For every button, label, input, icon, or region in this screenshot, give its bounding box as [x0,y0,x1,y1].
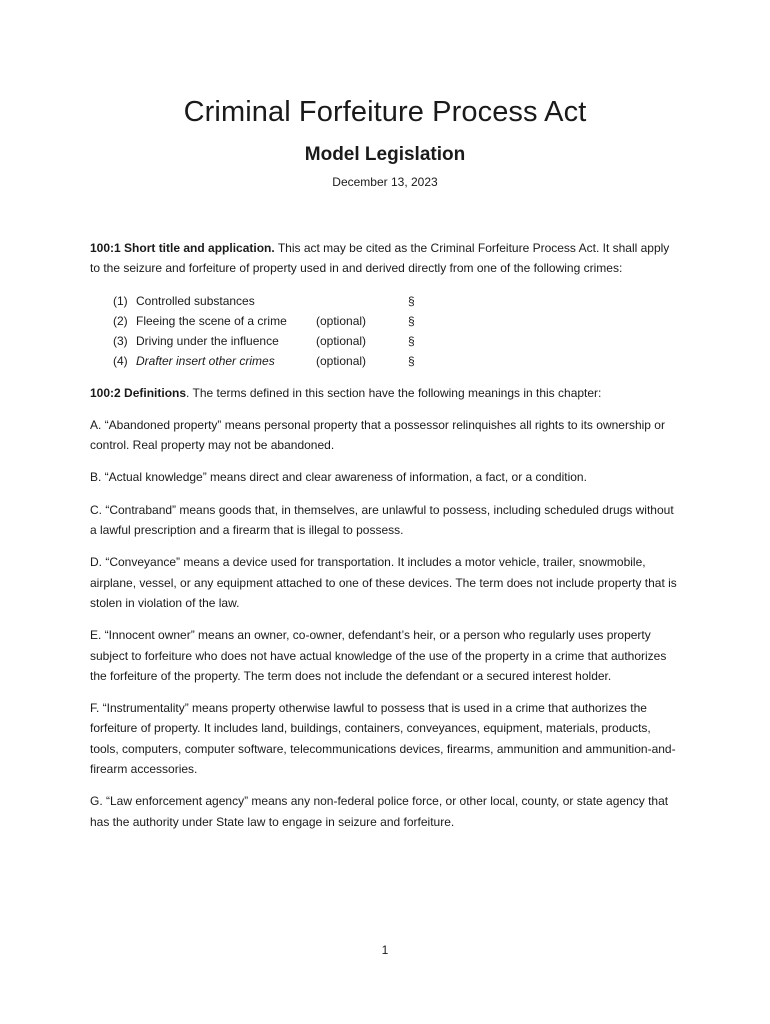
definition-a: A. “Abandoned property” means personal property that a possessor relinquishes all rights to its ownership or control. Real property may not be abandoned. [90,417,665,453]
list-item-number: (2) [113,313,128,328]
list-item-section-symbol: § [408,313,415,328]
section-heading: 100:2 Definitions [90,385,187,400]
list-item-section-symbol: § [408,353,415,368]
definition-g: G. “Law enforcement agency” means any non-federal police force, or other local, county, or state agency that has the authority under State law to engage in seizure and forfeiture. [90,794,669,829]
list-item-optional: (optional) [316,313,367,328]
list-item-section-symbol: § [408,293,415,308]
section-heading: 100:1 Short title and application. [90,241,275,255]
list-item-name: Controlled substances [136,293,255,308]
list-item [113,291,682,311]
section-text: . The terms defined in this section have the following meanings in this chapter: [186,385,602,400]
list-item-name: Driving under the influence [136,333,279,348]
list-item-name: Drafter insert other crimes [136,353,275,368]
definition-d: D. “Conveyance” means a device used for transportation. It includes a motor vehicle, trailer, snowmobile, airplane, vessel, or any equipment attached to one of these devices. The term does not include property that is stolen in violation of the law. [90,555,677,610]
definition-e: E. “Innocent owner” means an owner, co-owner, defendant’s heir, or a person who regularly uses property subject to forfeiture who does not have actual knowledge of the use of the property in a crime that authorizes the forfeiture of the property. The term does not include the defendant or a secured interest holder. [90,628,667,683]
list-item-name: Fleeing the scene of a crime [136,313,287,328]
definition-c: C. “Contraband” means goods that, in themselves, are unlawful to possess, including scheduled drugs without a lawful prescription and a firearm that is illegal to possess. [90,502,674,538]
section-text: This act may be cited as the Criminal Forfeiture Process Act. It shall apply to the seizure and forfeiture of property used in and derived directly from one of the following crimes: [90,241,670,276]
list-item-optional: (optional) [316,333,367,348]
list-item [113,311,682,331]
list-item [113,351,682,371]
list-item [113,331,682,351]
list-item-optional: (optional) [316,353,367,368]
section-100-2 [90,383,682,403]
definition-b: B. “Actual knowledge” means direct and clear awareness of information, a fact, or a condition. [90,470,587,485]
list-item-section-symbol: § [408,333,415,348]
definition-f: F. “Instrumentality” means property otherwise lawful to possess that is used in a crime that authorizes the forfeiture of property. It includes land, buildings, containers, conveyances, equipment, materials, products, tools, computers, computer software, telecommunications devices, firearms, ammunition and ammunition-and-firearm accessories. [90,701,676,777]
crime-list [113,291,682,371]
document-title: Criminal Forfeiture Process Act [183,96,587,128]
list-item-number: (3) [113,333,128,348]
document-subtitle: Model Legislation [304,144,466,165]
list-item-number: (4) [113,353,128,368]
document-body [90,238,682,844]
list-item-number: (1) [113,293,128,308]
page-number: 1 [381,943,389,957]
list-item-optional [316,291,408,311]
section-100-1 [90,238,682,279]
document-date: December 13, 2023 [332,175,438,189]
